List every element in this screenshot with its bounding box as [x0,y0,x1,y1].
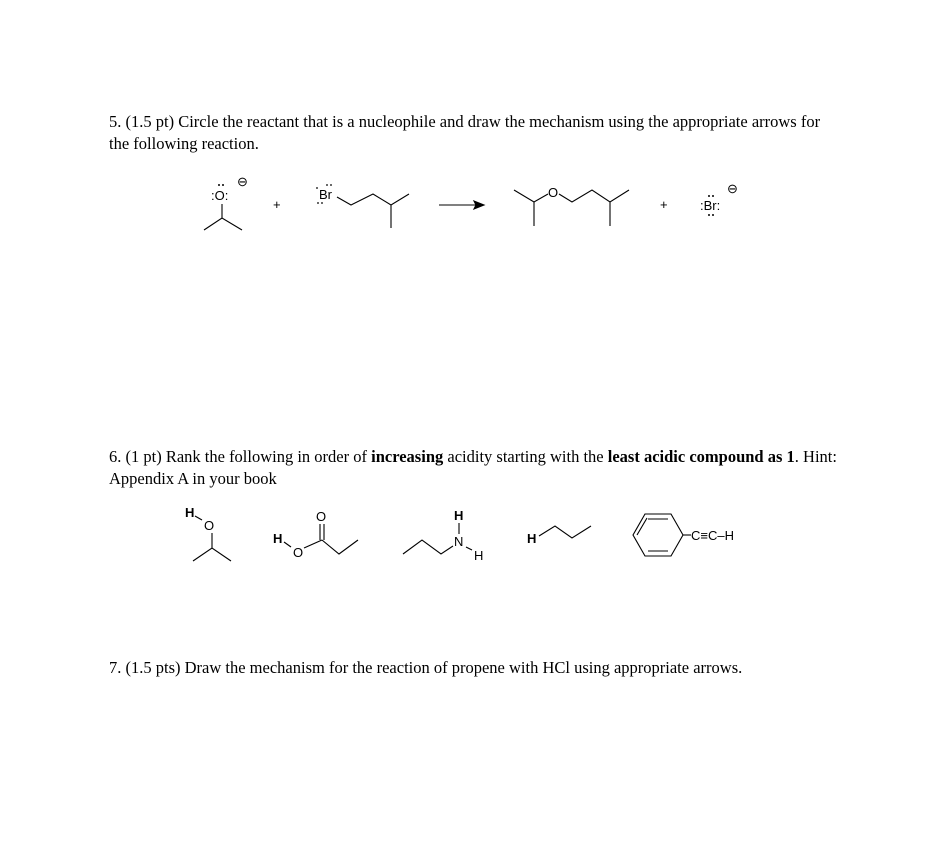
svg-text:H: H [527,531,537,546]
svg-text:H: H [454,508,464,523]
svg-text:O: O [204,518,215,533]
isopropoxide-reactant[interactable] [204,174,248,230]
svg-text:⊖: ⊖ [727,181,738,196]
svg-text:H: H [273,531,283,546]
svg-text:O: O [548,185,559,200]
svg-text:O: O [316,509,327,524]
isopentyl-bromide-reactant[interactable] [316,184,409,228]
bromide-ion-product [700,181,738,216]
question-7: 7. (1.5 pts) Draw the mechanism for the reaction of propene with HCl using appropriate arrows. [109,658,743,677]
svg-text:C≡C–H: C≡C–H [691,528,734,543]
svg-text:Br: Br [319,187,332,202]
propane [527,526,591,546]
propylamine [403,508,483,563]
svg-text::O:: :O: [211,188,229,203]
svg-text:H: H [474,548,484,563]
question-5: 5. (1.5 pt) Circle the reactant that is a nucleophile and draw the mechanism using the appropriate arrows for the following reaction. [109,112,821,153]
svg-text:N: N [454,534,464,549]
isopropanol [185,505,231,561]
svg-text:⊖: ⊖ [237,174,248,189]
propanoic-acid [273,509,358,560]
svg-text:O: O [293,545,304,560]
plus-sign: + [273,197,281,212]
svg-text:H: H [185,505,195,520]
question-6: 6. (1 pt) Rank the following in order of increasing acidity starting with the least acidic compound as 1. Hint: Appendix A in your book [109,447,837,488]
ether-product [514,185,629,226]
reaction-arrow [439,201,484,209]
svg-text::Br:: :Br: [700,198,721,213]
plus-sign: + [660,197,668,212]
phenylacetylene [633,514,734,556]
